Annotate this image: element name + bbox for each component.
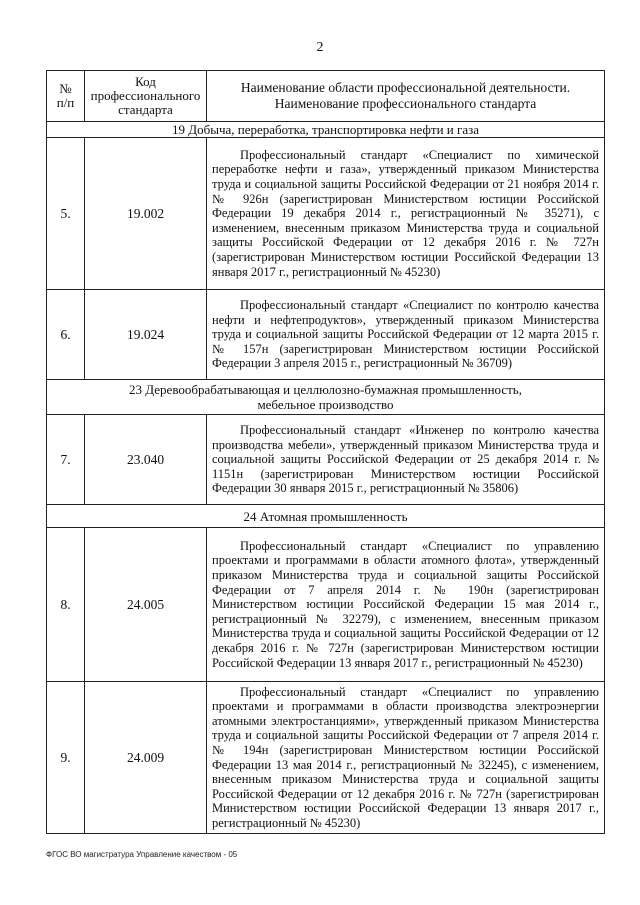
table-row — [47, 138, 605, 290]
section-title: 23 Деревообрабатывающая и целлюлозно-бумажная промышленность, мебельное производство — [47, 380, 605, 415]
page-footer: ФГОС ВО магистратура Управление качеством - 05 — [46, 850, 238, 859]
table-row — [47, 528, 605, 682]
row-number: 5. — [47, 138, 85, 290]
standard-code: 24.005 — [85, 528, 207, 682]
header-code: Код профессионального стандарта — [85, 71, 207, 122]
standard-description: Профессиональный стандарт «Инженер по контролю качества производства мебели», утвержденный приказом Министерства труда и социальной защиты Российской Федерации от 25 декабря 2014 г. № 1151н (зарегистрирован Министерством юстиции Российской Федерации 30 января 2015 г., регистрационный № 35806) — [207, 415, 605, 505]
row-number: 9. — [47, 682, 85, 834]
header-name: Наименование области профессиональной деятельности. Наименование профессионального стандарта — [207, 71, 605, 122]
header-num: № п/п — [47, 71, 85, 122]
standard-code: 23.040 — [85, 415, 207, 505]
section-row — [47, 380, 605, 415]
standard-description: Профессиональный стандарт «Специалист по химической переработке нефти и газа», утвержденный приказом Министерства труда и социальной защиты Российской Федерации от 21 ноября 2014 г. № 926н (зарегистрирован Министерством юстиции Российской Федерации 19 декабря 2014 г., регистрационный № 35271), с изменением, внесенным приказом Министерства труда и социальной защиты Российской Федерации от 12 декабря 2016 г. № 727н (зарегистрирован Министерством юстиции Российской Федерации 13 января 2017 г., регистрационный № 45230) — [207, 138, 605, 290]
standard-description: Профессиональный стандарт «Специалист по управлению проектами и программами в области атомного флота», утвержденный приказом Министерства труда и социальной защиты Российской Федерации от 7 апреля 2014 г. № 190н (зарегистрирован Министерством юстиции Российской Федерации 15 мая 2014 г., регистрационный № 32279), с изменением, внесенным приказом Министерства труда и социальной защиты Российской Федерации от 12 декабря 2016 г. № 727н (зарегистрирован Министерством юстиции Российской Федерации 13 января 2017 г., регистрационный № 45230) — [207, 528, 605, 682]
standard-description: Профессиональный стандарт «Специалист по управлению проектами и программами в области производства электроэнергии атомными электростанциями», утвержденный приказом Министерства труда и социальной защиты Российской Федерации от 7 апреля 2014 г. № 194н (зарегистрирован Министерством юстиции Российской Федерации 13 мая 2014 г., регистрационный № 32245), с изменением, внесенным приказом Министерства труда и социальной защиты Российской Федерации от 12 декабря 2016 г. № 727н (зарегистрирован Министерством юстиции Российской Федерации 13 января 2017 г., регистрационный № 45230) — [207, 682, 605, 834]
row-number: 8. — [47, 528, 85, 682]
table-row — [47, 290, 605, 380]
section-row — [47, 505, 605, 528]
section-row — [47, 122, 605, 138]
row-number: 7. — [47, 415, 85, 505]
standard-description: Профессиональный стандарт «Специалист по контролю качества нефти и нефтепродуктов», утвержденный приказом Министерства труда и социальной защиты Российской Федерации от 12 марта 2015 г. № 157н (зарегистрирован Министерством юстиции Российской Федерации 3 апреля 2015 г., регистрационный № 36709) — [207, 290, 605, 380]
standard-code: 19.002 — [85, 138, 207, 290]
standard-code: 19.024 — [85, 290, 207, 380]
page-number: 2 — [316, 40, 324, 55]
table-row — [47, 415, 605, 505]
table-header-row — [47, 71, 605, 122]
table-row — [47, 682, 605, 834]
standard-code: 24.009 — [85, 682, 207, 834]
row-number: 6. — [47, 290, 85, 380]
professional-standards-table — [46, 70, 605, 834]
section-title: 19 Добыча, переработка, транспортировка нефти и газа — [47, 122, 605, 138]
section-title: 24 Атомная промышленность — [47, 505, 605, 528]
